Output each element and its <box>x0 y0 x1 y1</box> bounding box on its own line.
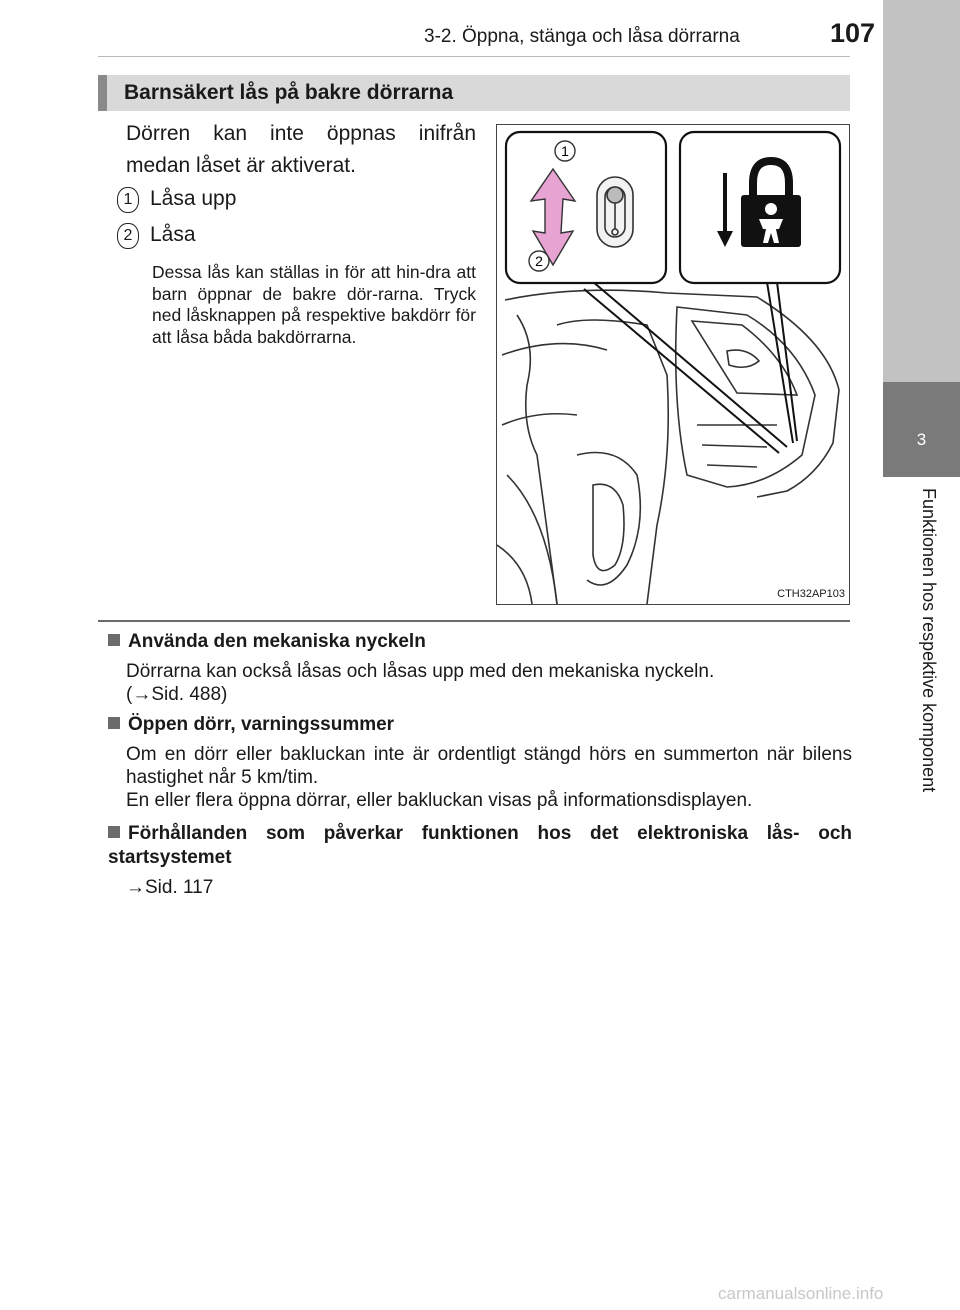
section-intro: Dörren kan inte öppnas inifrån medan låset är aktiverat. <box>126 122 476 177</box>
subsection-body: →Sid. 117 <box>126 877 214 898</box>
subsection-body: (→Sid. 488) <box>126 684 228 705</box>
item-number: 2 <box>117 223 139 249</box>
callout-2 <box>529 251 549 271</box>
child-lock-illustration <box>496 124 850 605</box>
callout-1 <box>555 141 575 161</box>
square-bullet-icon <box>108 717 120 729</box>
header-rule <box>98 56 850 57</box>
chapter-label: Funktionen hos respektive komponent <box>919 488 939 793</box>
subsection-body: Dörrarna kan också låsas och låsas upp med den mekaniska nyckeln. <box>126 661 715 682</box>
subsection-title: Förhållanden som påverkar funktionen hos det elektroniska lås- och startsystemet <box>108 823 852 868</box>
page-number: 107 <box>830 18 876 48</box>
section-separator <box>98 620 850 622</box>
item-label: Låsa upp <box>150 187 237 210</box>
section-bar-accent <box>98 75 107 111</box>
item-number: 1 <box>117 187 139 213</box>
subsection-title: Använda den mekaniska nyckeln <box>108 630 852 654</box>
subsection-smart-entry <box>108 822 852 899</box>
square-bullet-icon <box>108 826 120 838</box>
subsection-body: Om en dörr eller bakluckan inte är ordentligt stängd hörs en summerton när bilens hastighet når 5 km/tim. <box>126 744 852 788</box>
subsection-door-warning <box>108 713 852 812</box>
svg-text:1: 1 <box>561 143 569 159</box>
car-door-drawing <box>497 290 839 604</box>
leader-lines <box>584 281 797 453</box>
illustration-code: CTH32AP103 <box>777 588 845 600</box>
square-bullet-icon <box>108 634 120 646</box>
side-tab-top <box>883 0 960 382</box>
section-title-bar <box>98 75 850 111</box>
section-title: Barnsäkert lås på bakre dörrarna <box>124 81 454 104</box>
item-label: Låsa <box>150 223 196 246</box>
page-header-title: 3-2. Öppna, stänga och låsa dörrarna <box>424 26 740 47</box>
chapter-side-tab <box>883 0 960 1310</box>
chapter-number: 3 <box>916 430 927 449</box>
lock-lever-icon <box>597 177 633 247</box>
subsection-body: En eller flera öppna dörrar, eller bakluckan visas på informationsdisplayen. <box>126 790 753 811</box>
illustration-svg <box>497 125 849 604</box>
watermark: carmanualsonline.info <box>718 1284 884 1303</box>
svg-text:2: 2 <box>535 253 543 269</box>
section-note: Dessa lås kan ställas in för att hin-dra att barn öppnar de bakre dör-rarna. Tryck ned låsknappen på respektive bakdörr för att låsa båda bakdörrarna. <box>152 262 476 347</box>
subsection-title: Öppen dörr, varningssummer <box>108 713 852 737</box>
subsection-mechanical-key <box>108 630 852 706</box>
